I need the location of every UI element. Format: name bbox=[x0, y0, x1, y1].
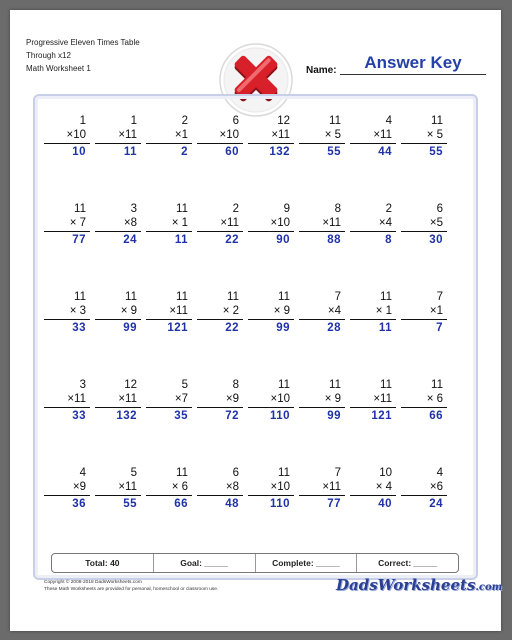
score-box bbox=[51, 553, 459, 573]
problem-multiplicand: 4 bbox=[385, 115, 392, 127]
problem-multiplier: ×1 bbox=[174, 129, 188, 141]
problem-multiplier: ×11 bbox=[118, 393, 137, 405]
problem-item bbox=[401, 290, 447, 335]
problem-answer: 10 bbox=[72, 146, 86, 158]
problem-rule bbox=[197, 143, 243, 144]
problem-rule bbox=[197, 495, 243, 496]
problem-answer: 40 bbox=[378, 498, 392, 510]
problem-item bbox=[146, 466, 192, 511]
problem-answer: 77 bbox=[72, 234, 86, 246]
problem-rule bbox=[299, 231, 345, 232]
problem-multiplier: ×11 bbox=[322, 217, 341, 229]
problem-multiplier: ×9 bbox=[225, 393, 239, 405]
problem-item bbox=[146, 202, 192, 247]
problem-item bbox=[299, 378, 345, 423]
problem-item bbox=[197, 114, 243, 159]
problem-multiplicand: 12 bbox=[124, 379, 137, 391]
problem-answer: 11 bbox=[378, 322, 392, 334]
problem-item bbox=[95, 290, 141, 335]
problem-rule bbox=[248, 495, 294, 496]
problem-multiplier: ×11 bbox=[169, 305, 188, 317]
problem-item bbox=[197, 290, 243, 335]
problem-rule bbox=[146, 407, 192, 408]
problem-multiplier: ×11 bbox=[322, 481, 341, 493]
problem-rule bbox=[95, 143, 141, 144]
problem-multiplier: ×8 bbox=[225, 481, 239, 493]
problem-answer: 99 bbox=[276, 322, 290, 334]
problem-multiplicand: 4 bbox=[79, 467, 86, 479]
problem-answer: 22 bbox=[225, 322, 239, 334]
problem-multiplier: × 6 bbox=[171, 481, 188, 493]
problem-multiplicand: 11 bbox=[278, 467, 290, 479]
problem-multiplicand: 11 bbox=[431, 115, 443, 127]
problem-multiplier: ×1 bbox=[429, 305, 443, 317]
logo-tld: .com bbox=[475, 582, 503, 593]
problem-answer: 121 bbox=[167, 322, 188, 334]
problem-answer: 24 bbox=[429, 498, 443, 510]
problem-rule bbox=[197, 407, 243, 408]
problem-multiplicand: 2 bbox=[181, 115, 188, 127]
problem-answer: 90 bbox=[276, 234, 290, 246]
problem-multiplier: ×11 bbox=[118, 129, 137, 141]
problem-answer: 28 bbox=[327, 322, 341, 334]
problem-answer: 121 bbox=[371, 410, 392, 422]
problem-multiplicand: 11 bbox=[176, 203, 188, 215]
problem-item bbox=[146, 378, 192, 423]
problem-rule bbox=[248, 143, 294, 144]
problem-answer: 35 bbox=[174, 410, 188, 422]
problem-answer: 66 bbox=[174, 498, 188, 510]
problem-rule bbox=[401, 319, 447, 320]
problem-multiplicand: 10 bbox=[379, 467, 392, 479]
problem-rule bbox=[350, 407, 396, 408]
problem-multiplicand: 6 bbox=[232, 467, 239, 479]
problem-item bbox=[299, 290, 345, 335]
problem-rule bbox=[95, 231, 141, 232]
correct-field: Correct: _____ bbox=[356, 554, 458, 572]
problem-item bbox=[44, 290, 90, 335]
problem-answer: 132 bbox=[269, 146, 290, 158]
problem-multiplier: ×7 bbox=[174, 393, 188, 405]
problem-multiplier: ×10 bbox=[270, 217, 290, 229]
dadsworksheets-logo bbox=[336, 576, 502, 594]
problem-multiplicand: 11 bbox=[380, 291, 392, 303]
problem-rule bbox=[95, 407, 141, 408]
problem-multiplicand: 1 bbox=[130, 115, 137, 127]
problem-multiplicand: 6 bbox=[232, 115, 239, 127]
problem-multiplicand: 11 bbox=[329, 379, 341, 391]
problem-multiplicand: 11 bbox=[74, 203, 86, 215]
problem-multiplicand: 11 bbox=[329, 115, 341, 127]
problem-multiplier: ×11 bbox=[220, 217, 239, 229]
problem-item bbox=[95, 202, 141, 247]
problem-item bbox=[350, 290, 396, 335]
problem-item bbox=[401, 202, 447, 247]
problem-answer: 60 bbox=[225, 146, 239, 158]
problem-multiplier: × 1 bbox=[375, 305, 392, 317]
problem-rule bbox=[248, 319, 294, 320]
problem-rule bbox=[350, 143, 396, 144]
problem-multiplicand: 8 bbox=[232, 379, 239, 391]
problem-rule bbox=[299, 143, 345, 144]
complete-field: Complete: _____ bbox=[255, 554, 357, 572]
problem-multiplicand: 1 bbox=[79, 115, 86, 127]
problem-rule bbox=[401, 143, 447, 144]
problem-answer: 7 bbox=[436, 322, 443, 334]
problem-item bbox=[350, 466, 396, 511]
problem-item bbox=[299, 466, 345, 511]
problem-answer: 48 bbox=[225, 498, 239, 510]
problem-item bbox=[248, 202, 294, 247]
problem-multiplier: ×6 bbox=[429, 481, 443, 493]
problem-item bbox=[146, 290, 192, 335]
copyright-line-2: These Math Worksheets are provided for personal, homeschool or classroom use. bbox=[44, 586, 219, 592]
problem-answer: 24 bbox=[123, 234, 137, 246]
problem-answer: 55 bbox=[327, 146, 341, 158]
problem-multiplicand: 11 bbox=[176, 467, 188, 479]
problem-multiplier: ×8 bbox=[123, 217, 137, 229]
problem-multiplier: × 9 bbox=[120, 305, 137, 317]
problem-answer: 66 bbox=[429, 410, 443, 422]
problem-multiplier: ×11 bbox=[118, 481, 137, 493]
problem-multiplicand: 3 bbox=[130, 203, 137, 215]
problem-rule bbox=[401, 407, 447, 408]
problem-rule bbox=[44, 407, 90, 408]
problem-rule bbox=[299, 495, 345, 496]
problem-item bbox=[350, 202, 396, 247]
problem-rule bbox=[299, 407, 345, 408]
problem-item bbox=[350, 378, 396, 423]
problem-multiplicand: 11 bbox=[431, 379, 443, 391]
problem-multiplier: × 9 bbox=[324, 393, 341, 405]
problem-item bbox=[401, 466, 447, 511]
problem-item bbox=[299, 202, 345, 247]
logo-text: DadsWorksheets bbox=[336, 576, 476, 594]
problem-rule bbox=[248, 231, 294, 232]
answer-key-label: Answer Key bbox=[364, 53, 462, 72]
problem-item bbox=[350, 114, 396, 159]
problem-rule bbox=[95, 495, 141, 496]
problem-multiplier: ×11 bbox=[373, 393, 392, 405]
problem-multiplier: ×10 bbox=[270, 393, 290, 405]
problem-multiplier: ×4 bbox=[378, 217, 392, 229]
problem-answer: 2 bbox=[181, 146, 188, 158]
problem-item bbox=[95, 114, 141, 159]
problem-answer: 55 bbox=[429, 146, 443, 158]
problem-multiplicand: 5 bbox=[181, 379, 188, 391]
problem-answer: 88 bbox=[327, 234, 341, 246]
problem-multiplicand: 3 bbox=[79, 379, 86, 391]
problem-multiplier: × 4 bbox=[375, 481, 392, 493]
problem-multiplicand: 5 bbox=[130, 467, 137, 479]
problem-multiplicand: 7 bbox=[436, 291, 443, 303]
problem-multiplier: ×4 bbox=[327, 305, 341, 317]
problem-rule bbox=[146, 231, 192, 232]
problem-rule bbox=[146, 495, 192, 496]
problem-rule bbox=[44, 231, 90, 232]
problem-item bbox=[248, 114, 294, 159]
problem-rule bbox=[248, 407, 294, 408]
problem-answer: 44 bbox=[378, 146, 392, 158]
problem-item bbox=[248, 466, 294, 511]
problem-multiplier: × 1 bbox=[171, 217, 188, 229]
problem-multiplicand: 6 bbox=[436, 203, 443, 215]
problem-multiplicand: 4 bbox=[436, 467, 443, 479]
problem-rule bbox=[350, 231, 396, 232]
problem-rule bbox=[146, 143, 192, 144]
problem-answer: 72 bbox=[225, 410, 239, 422]
problem-multiplier: × 9 bbox=[273, 305, 290, 317]
problem-item bbox=[44, 378, 90, 423]
problem-answer: 77 bbox=[327, 498, 341, 510]
total-count: Total: 40 bbox=[85, 558, 120, 568]
problem-multiplicand: 8 bbox=[334, 203, 341, 215]
problem-answer: 11 bbox=[174, 234, 188, 246]
problem-answer: 132 bbox=[116, 410, 137, 422]
problem-answer: 33 bbox=[72, 322, 86, 334]
problem-answer: 8 bbox=[385, 234, 392, 246]
problem-item bbox=[197, 202, 243, 247]
problem-multiplier: ×11 bbox=[67, 393, 86, 405]
problem-multiplier: ×10 bbox=[219, 129, 239, 141]
problem-rule bbox=[197, 319, 243, 320]
problem-multiplier: × 7 bbox=[69, 217, 86, 229]
problem-multiplicand: 11 bbox=[74, 291, 86, 303]
problem-item bbox=[248, 290, 294, 335]
title-line-2: Through x12 bbox=[26, 51, 71, 60]
goal-field: Goal: _____ bbox=[153, 554, 255, 572]
problem-multiplier: × 3 bbox=[69, 305, 86, 317]
problem-multiplicand: 2 bbox=[385, 203, 392, 215]
problem-multiplicand: 11 bbox=[380, 379, 392, 391]
problem-multiplicand: 11 bbox=[227, 291, 239, 303]
problem-rule bbox=[197, 231, 243, 232]
problem-answer: 99 bbox=[327, 410, 341, 422]
problem-item bbox=[95, 466, 141, 511]
problem-rule bbox=[299, 319, 345, 320]
problem-multiplicand: 11 bbox=[125, 291, 137, 303]
problem-multiplier: × 2 bbox=[222, 305, 239, 317]
problem-item bbox=[248, 378, 294, 423]
problem-multiplicand: 7 bbox=[334, 467, 341, 479]
problem-item bbox=[197, 378, 243, 423]
problem-multiplicand: 11 bbox=[176, 291, 188, 303]
problem-item bbox=[95, 378, 141, 423]
problem-item bbox=[401, 378, 447, 423]
problem-item bbox=[197, 466, 243, 511]
problem-answer: 30 bbox=[429, 234, 443, 246]
problem-multiplier: × 5 bbox=[324, 129, 341, 141]
name-line bbox=[340, 74, 486, 75]
problem-rule bbox=[146, 319, 192, 320]
problem-multiplicand: 2 bbox=[232, 203, 239, 215]
problem-rule bbox=[95, 319, 141, 320]
copyright-notice bbox=[44, 580, 218, 593]
problem-answer: 110 bbox=[269, 498, 290, 510]
problem-answer: 99 bbox=[123, 322, 137, 334]
problem-answer: 22 bbox=[225, 234, 239, 246]
title-line-1: Progressive Eleven Times Table bbox=[26, 38, 140, 47]
problem-rule bbox=[350, 319, 396, 320]
problem-item bbox=[44, 466, 90, 511]
problem-multiplier: ×11 bbox=[373, 129, 392, 141]
problem-multiplicand: 11 bbox=[278, 379, 290, 391]
problem-multiplier: × 5 bbox=[426, 129, 443, 141]
problem-multiplier: ×10 bbox=[66, 129, 86, 141]
problem-item bbox=[299, 114, 345, 159]
problem-multiplicand: 9 bbox=[283, 203, 290, 215]
problem-rule bbox=[401, 231, 447, 232]
problem-rule bbox=[350, 495, 396, 496]
problem-multiplicand: 7 bbox=[334, 291, 341, 303]
problem-multiplier: ×11 bbox=[271, 129, 290, 141]
problem-multiplier: × 6 bbox=[426, 393, 443, 405]
problem-answer: 36 bbox=[72, 498, 86, 510]
name-label: Name: bbox=[306, 65, 337, 76]
problem-multiplier: ×10 bbox=[270, 481, 290, 493]
problem-answer: 11 bbox=[123, 146, 137, 158]
problem-item bbox=[44, 114, 90, 159]
problem-answer: 33 bbox=[72, 410, 86, 422]
problem-answer: 55 bbox=[123, 498, 137, 510]
problem-item bbox=[401, 114, 447, 159]
problem-multiplier: ×5 bbox=[429, 217, 443, 229]
problem-item bbox=[44, 202, 90, 247]
copyright-line-1: Copyright © 2008-2018 DadsWorksheets.com bbox=[44, 580, 142, 585]
problem-multiplier: ×9 bbox=[72, 481, 86, 493]
problem-multiplicand: 12 bbox=[277, 115, 290, 127]
problem-rule bbox=[401, 495, 447, 496]
problem-item bbox=[146, 114, 192, 159]
problem-rule bbox=[44, 495, 90, 496]
worksheet-title bbox=[26, 36, 140, 75]
problem-multiplicand: 11 bbox=[278, 291, 290, 303]
problem-rule bbox=[44, 319, 90, 320]
title-line-3: Math Worksheet 1 bbox=[26, 64, 91, 73]
problem-rule bbox=[44, 143, 90, 144]
problem-answer: 110 bbox=[269, 410, 290, 422]
